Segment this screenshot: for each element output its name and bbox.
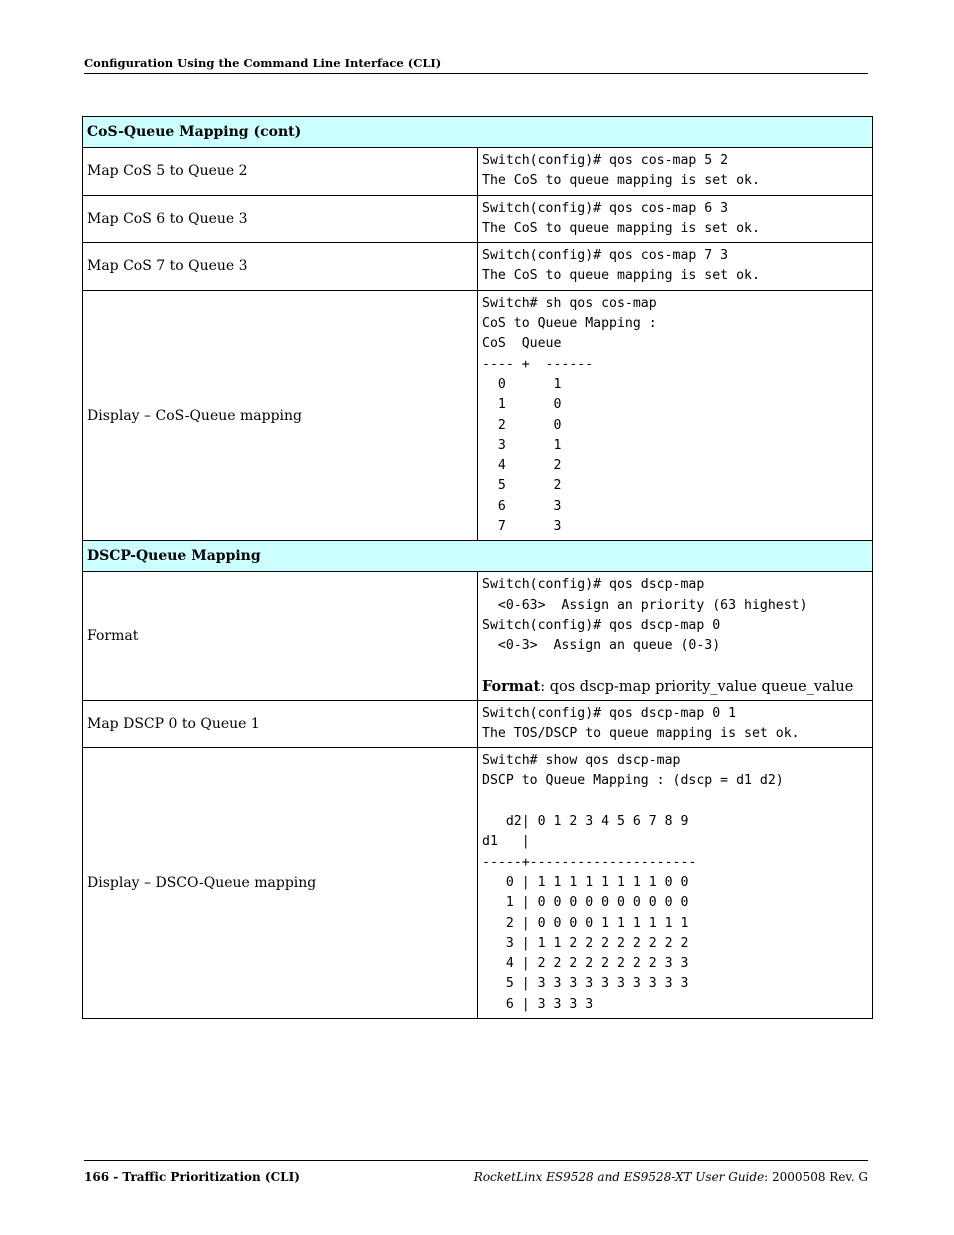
format-description	[482, 663, 868, 695]
row-label: Display – DSCO-Queue mapping	[83, 748, 478, 1019]
code-cell	[478, 748, 873, 1019]
row-label: Map CoS 5 to Queue 2	[83, 148, 478, 196]
cli-code: Switch(config)# qos cos-map 5 2 The CoS to queue mapping is set ok.	[482, 153, 760, 189]
code-cell	[478, 572, 873, 700]
table-row	[83, 148, 873, 196]
code-cell	[478, 195, 873, 243]
footer-page-number: 166 - Traffic Prioritization (CLI)	[84, 1170, 300, 1184]
cli-command-table	[82, 116, 873, 1019]
page-header: Configuration Using the Command Line Interface (CLI)	[84, 56, 868, 74]
page-footer	[84, 1160, 868, 1184]
table-row	[83, 572, 873, 700]
table-row	[83, 243, 873, 291]
cli-code: Switch(config)# qos dscp-map <0-63> Assign an priority (63 highest) Switch(config)# qos dscp-map 0 <0-3> Assign an queue (0-3)	[482, 577, 808, 654]
cli-code: Switch(config)# qos dscp-map 0 1 The TOS/DSCP to queue mapping is set ok.	[482, 705, 800, 741]
code-cell	[478, 148, 873, 196]
footer-revision: : 2000508 Rev. G	[764, 1170, 868, 1184]
row-label: Format	[83, 572, 478, 700]
section-row-dscp	[83, 541, 873, 572]
cli-code: Switch# sh qos cos-map CoS to Queue Mapping : CoS Queue ---- + ------ 0 1 1 0 2 0 3 1 4 2 5 2 6 3 7 3	[482, 295, 657, 535]
row-label: Map CoS 6 to Queue 3	[83, 195, 478, 243]
table-row	[83, 700, 873, 748]
table-row	[83, 290, 873, 541]
table-row	[83, 748, 873, 1019]
cli-code: Switch(config)# qos cos-map 6 3 The CoS to queue mapping is set ok.	[482, 200, 760, 236]
format-syntax: : qos dscp-map priority_value queue_value	[540, 678, 854, 695]
table-row	[83, 195, 873, 243]
section-heading-dscp: DSCP-Queue Mapping	[83, 541, 873, 572]
section-row-cos	[83, 117, 873, 148]
section-heading-cos: CoS-Queue Mapping (cont)	[83, 117, 873, 148]
code-cell	[478, 700, 873, 748]
row-label: Map CoS 7 to Queue 3	[83, 243, 478, 291]
format-keyword: Format	[482, 677, 541, 695]
code-cell	[478, 243, 873, 291]
footer-guide-name: RocketLinx ES9528 and ES9528-XT User Guide	[473, 1170, 765, 1184]
code-cell	[478, 290, 873, 541]
row-label: Map DSCP 0 to Queue 1	[83, 700, 478, 748]
cli-code: Switch(config)# qos cos-map 7 3 The CoS to queue mapping is set ok.	[482, 248, 760, 284]
row-label: Display – CoS-Queue mapping	[83, 290, 478, 541]
footer-guide-title	[474, 1170, 868, 1184]
cli-code: Switch# show qos dscp-map DSCP to Queue Mapping : (dscp = d1 d2) d2| 0 1 2 3 4 5 6 7 8 9 d1 | -----+--------------------- 0 | 1 1 1 1 1 1 1 1 0 0 1 | 0 0 0 0 0 0 0 0 0 0 2 | 0 0 0 0 1 1 1 1 1 1 3 | 1 1 2 2 2 2 2 2 2 2 4 | 2 2 2 2 2 2 2 2 3 3 5 | 3 3 3 3 3 3 3 3 3 3 6 | 3 3 3 3	[482, 753, 784, 1012]
